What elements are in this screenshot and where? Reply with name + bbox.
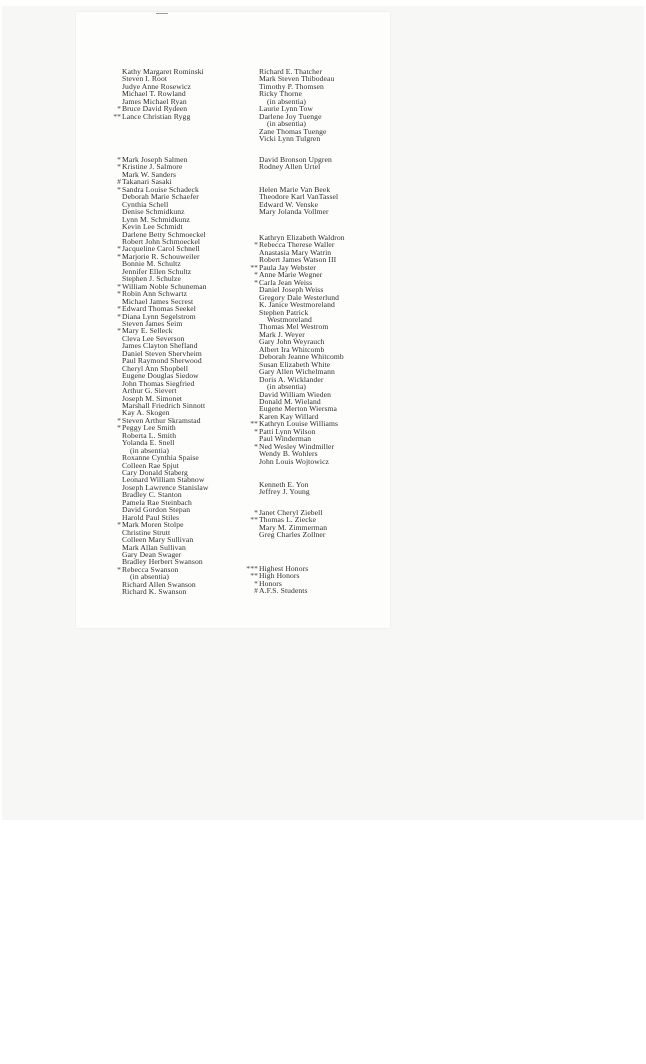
honors-mark: * [117, 155, 121, 164]
honors-mark: * [117, 304, 121, 314]
name-text: Lance Christian Rygg [122, 111, 191, 121]
name-text: David William Wieden [259, 389, 331, 399]
name-text: Cary Donald Staberg [122, 468, 188, 478]
honors-mark: * [117, 244, 121, 254]
name-text: Peggy Lee Smith [122, 423, 176, 433]
name-text: Steven Arthur Skramstad [122, 415, 201, 425]
name-text: K. Janice Westmoreland [259, 300, 335, 310]
name-text: Bonnie M. Schultz [122, 259, 181, 269]
name-text: Kevin Lee Schmidt [122, 222, 183, 232]
name-text: Harold Paul Stiles [122, 512, 180, 522]
honors-mark: * [117, 251, 121, 261]
name-text: Yolanda E. Snell [122, 438, 175, 448]
name-text: Robert James Watson III [259, 255, 337, 265]
name-entry [259, 458, 345, 465]
name-text: Colleen Rae Spjut [122, 460, 179, 470]
name-text: Cynthia Schell [122, 199, 169, 209]
name-text: Daniel Steven Shervheim [122, 348, 202, 358]
name-text: Kay A. Skogen [122, 408, 170, 418]
honors-mark: * [117, 520, 121, 530]
name-text: James Michael Ryan [122, 96, 187, 106]
names-group-s [117, 155, 209, 597]
name-entry [259, 208, 338, 215]
honors-mark: ** [250, 262, 258, 272]
name-entry [122, 588, 208, 595]
name-text: Westmoreland [267, 314, 312, 324]
name-text: Edward Thomas Seekel [122, 304, 196, 314]
honors-mark: * [117, 326, 121, 336]
name-text: Leonard William Stabnow [122, 475, 205, 485]
name-text: Kenneth E. Yon [259, 480, 309, 489]
name-text: Mark J. Weyer [259, 329, 305, 339]
name-text: Jeffrey J. Young [259, 487, 310, 497]
name-text: Rebecca Swanson [122, 564, 179, 574]
name-entry [259, 488, 310, 495]
name-entry [113, 111, 204, 121]
names-group-w [250, 233, 345, 466]
honors-mark: * [117, 311, 121, 321]
honors-mark: *** [246, 564, 258, 573]
name-text: (in absentia) [130, 572, 170, 582]
name-entry [254, 585, 308, 595]
name-text: Timothy P. Thomsen [259, 81, 324, 91]
name-text: Darlene Betty Schmoeckel [122, 229, 206, 239]
names-group-t [259, 68, 334, 143]
name-text: (in absentia) [267, 119, 307, 129]
honors-mark: * [254, 441, 258, 451]
name-text: Joseph Lawrence Stanislaw [122, 482, 209, 492]
name-text: Kathryn Louise Williams [259, 419, 339, 429]
name-text: (in absentia) [267, 382, 307, 392]
name-entry [259, 531, 327, 538]
name-text: Paula Jay Webster [259, 262, 317, 272]
name-text: Thomas L. Ziecke [259, 515, 317, 525]
name-text: Karen Kay Willard [259, 411, 319, 421]
name-text: Stephen J. Schulze [122, 274, 181, 284]
honors-legend [246, 564, 309, 595]
honors-mark: * [254, 277, 258, 287]
name-text: Stephen Patrick [259, 307, 309, 317]
name-text: A.F.S. Students [259, 585, 308, 595]
name-text: David Bronson Upgren [259, 155, 332, 164]
name-text: Anastasia Mary Watrin [259, 247, 332, 257]
name-text: Marjorie R. Schouweiler [122, 251, 200, 261]
name-text: Mary E. Selleck [122, 326, 173, 336]
name-text: Zane Thomas Tuenge [259, 126, 327, 136]
name-text: Paul Winderman [259, 434, 312, 444]
name-text: Lynn M. Schmidkunz [122, 214, 190, 224]
name-text: James Clayton Shefland [122, 341, 198, 351]
name-text: Joseph M. Simonet [122, 393, 183, 403]
name-text: Diana Lynn Segelstrom [122, 311, 196, 321]
name-text: Mark W. Sanders [122, 169, 177, 179]
name-text: Donald M. Wieland [259, 396, 321, 406]
names-group-r [113, 67, 204, 121]
name-text: Laurie Lynn Tow [259, 104, 313, 114]
name-text: Vicki Lynn Tulgren [259, 134, 321, 144]
honors-mark: * [254, 508, 258, 517]
honors-mark: * [117, 281, 121, 291]
name-text: Rebecca Therese Waller [259, 240, 335, 250]
name-text: High Honors [259, 571, 300, 581]
name-text: David Gordon Stepan [122, 505, 191, 515]
honors-mark: * [117, 564, 121, 574]
name-text: Cleva Lee Severson [122, 333, 185, 343]
name-text: Kathryn Elizabeth Waldron [259, 233, 345, 242]
name-text: Mark Joseph Salmen [122, 155, 188, 164]
name-text: Robin Ann Schwartz [122, 289, 188, 299]
name-text: John Thomas Siegfried [122, 378, 195, 388]
name-text: Eugene Merton Wiersma [259, 404, 337, 414]
name-text: Rodney Allen Urtel [259, 162, 321, 172]
name-text: Kathy Margaret Rominski [122, 67, 204, 76]
name-text: Helen Marie Van Beek [259, 185, 331, 194]
name-text: Steven James Seim [122, 318, 183, 328]
name-text: Mark Moren Stolpe [122, 520, 184, 530]
name-text: Mark Steven Thibodeau [259, 74, 335, 84]
honors-mark: * [117, 104, 121, 114]
name-text: Greg Charles Zollner [259, 530, 326, 540]
name-text: Christine Strutt [122, 527, 171, 537]
honors-mark: * [117, 162, 121, 172]
name-text: Cheryl Ann Shopbell [122, 363, 189, 373]
name-text: Robert John Schmoeckel [122, 236, 201, 246]
honors-mark: ** [250, 571, 258, 581]
name-text: Bradley Herbert Swanson [122, 557, 203, 567]
name-text: Janet Cheryl Ziebell [259, 508, 323, 517]
honors-mark: * [117, 289, 121, 299]
name-text: Marshall Friedrich Sinnott [122, 400, 206, 410]
name-text: Edward W. Venske [259, 199, 319, 209]
honors-mark: ** [250, 419, 258, 429]
name-text: Roberta L. Smith [122, 430, 177, 440]
name-text: Susan Elizabeth White [259, 359, 331, 369]
name-text: Bruce David Rydeen [122, 104, 188, 114]
name-text: Daniel Joseph Weiss [259, 285, 324, 295]
honors-mark: * [254, 426, 258, 436]
name-text: Richard Allen Swanson [122, 579, 196, 589]
name-text: Honors [259, 578, 282, 588]
name-text: Sandra Louise Schadeck [122, 184, 199, 194]
name-text: Arthur G. Sievert [122, 386, 177, 396]
name-text: Theodore Karl VanTassel [259, 192, 339, 202]
name-text: John Louis Wojtowicz [259, 456, 330, 466]
name-text: Ricky Thorne [259, 89, 303, 99]
name-text: Thomas Mel Westrom [259, 322, 329, 332]
name-text: William Noble Schuneman [122, 281, 207, 291]
honors-mark: * [254, 270, 258, 280]
name-text: Anne Marie Wegner [259, 270, 323, 280]
name-text: Denise Schmidkunz [122, 207, 185, 217]
names-group-y [259, 481, 310, 496]
honors-mark: ** [250, 515, 258, 525]
name-text: Roxanne Cynthia Spaise [122, 453, 199, 463]
name-text: Takanari Sasaki [122, 177, 172, 187]
name-entry [259, 163, 332, 170]
name-text: Carla Jean Weiss [259, 277, 313, 287]
names-group-u [259, 156, 332, 171]
name-text: Jacqueline Carol Schnell [122, 244, 200, 254]
honors-mark: * [254, 240, 258, 250]
honors-mark: ** [113, 111, 121, 121]
name-text: Darlene Joy Tuenge [259, 111, 322, 121]
name-text: Highest Honors [259, 564, 309, 573]
name-text: Richard E. Thatcher [259, 67, 323, 76]
name-text: Mary M. Zimmerman [259, 522, 328, 532]
name-text: (in absentia) [267, 96, 307, 106]
names-group-z [250, 508, 328, 540]
page-top-mark [156, 13, 168, 14]
name-text: Wendy B. Wohlers [259, 449, 318, 459]
name-text: Kristine J. Salmore [122, 162, 183, 172]
honors-mark: * [117, 423, 121, 433]
names-group-v [259, 186, 338, 216]
name-text: Judye Anne Rosewicz [122, 81, 191, 91]
honors-mark: # [117, 177, 121, 187]
name-text: Michael James Secrest [122, 296, 194, 306]
name-text: Patti Lynn Wilson [259, 426, 316, 436]
name-text: Mark Allan Sullivan [122, 542, 186, 552]
name-text: Doris A. Wicklander [259, 374, 324, 384]
honors-mark: * [117, 415, 121, 425]
name-text: Paul Raymond Sherwood [122, 356, 202, 366]
name-text: Jennifer Ellen Schultz [122, 266, 192, 276]
name-text: Gary John Weyrauch [259, 337, 325, 347]
name-text: Bradley C. Stanton [122, 490, 182, 500]
name-text: Gary Dean Swager [122, 550, 182, 560]
name-text: Colleen Mary Sullivan [122, 535, 194, 545]
name-text: Albert Ira Whitcomb [259, 344, 325, 354]
name-entry [259, 135, 334, 142]
name-text: Gregory Dale Westerlund [259, 292, 339, 302]
honors-mark: * [117, 184, 121, 194]
name-text: Mary Jolanda Vollmer [259, 207, 329, 217]
name-text: Pamela Rae Steinbach [122, 497, 192, 507]
name-text: Michael T. Rowland [122, 89, 186, 99]
honors-mark: # [254, 585, 258, 595]
name-text: Deborah Jeanne Whitcomb [259, 352, 344, 362]
name-text: (in absentia) [130, 445, 170, 455]
name-text: Richard K. Swanson [122, 587, 187, 597]
name-text: Ned Wesley Windmiller [259, 441, 335, 451]
honors-mark: * [254, 578, 258, 588]
name-text: Gary Allen Wichelmann [259, 367, 335, 377]
name-text: Steven I. Root [122, 74, 168, 84]
name-text: Deborah Marie Schaefer [122, 192, 199, 202]
name-text: Eugene Douglas Siedow [122, 371, 199, 381]
